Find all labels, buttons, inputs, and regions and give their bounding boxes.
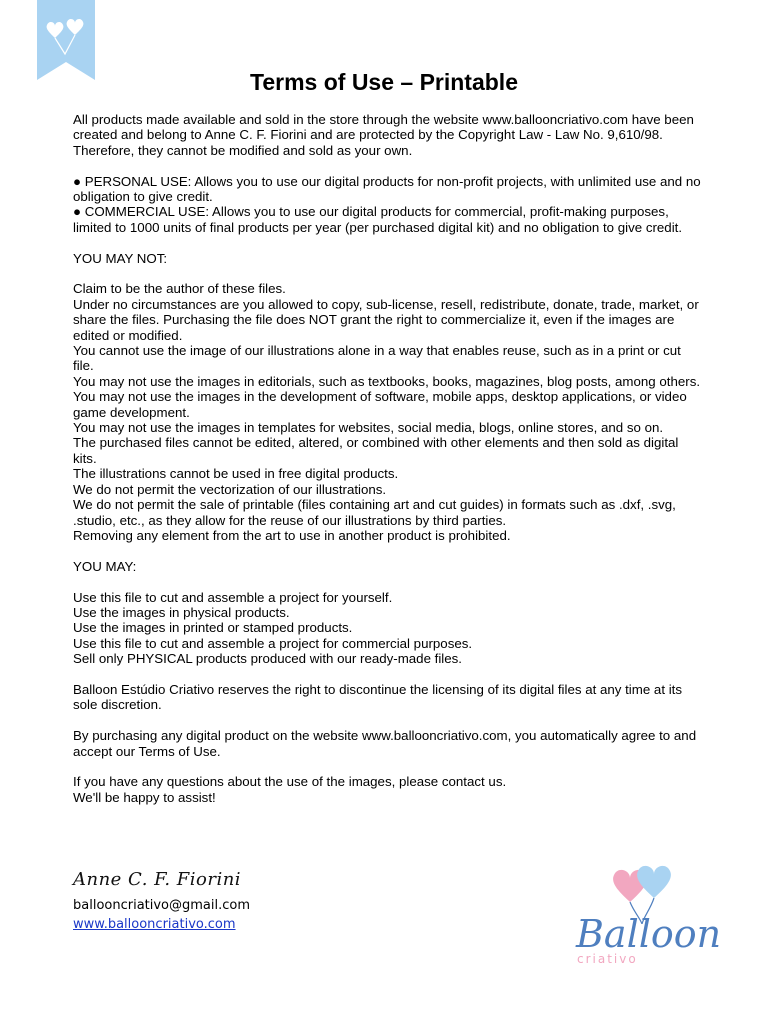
may-not-item: Removing any element from the art to use in another product is prohibited. (73, 527, 511, 543)
balloon-logo (568, 862, 722, 972)
may-item: Use this file to cut and assemble a project for yourself. (73, 589, 393, 605)
contact-paragraph: If you have any questions about the use of the images, please contact us. (73, 774, 507, 790)
personal-use-paragraph: ● PERSONAL USE: Allows you to use our digital products for non-profit projects, with unlimited use and no obligation to give credit. (73, 173, 701, 205)
may-not-item: We do not permit the sale of printable (files containing art and cut guides) in formats such as .dxf, .svg, .studio, etc., as they allow for the reuse of our illustrations by third parties. (73, 497, 676, 528)
may-not-item: The purchased files cannot be edited, altered, or combined with other elements and then sold as digital kits. (73, 435, 679, 466)
may-not-heading: YOU MAY NOT: (73, 250, 168, 266)
contact-email[interactable]: ballooncriativo@gmail.com (73, 898, 251, 913)
may-not-item: Under no circumstances are you allowed to copy, sub-license, resell, redistribute, donate, trade, market, or share the files. Purchasing the file does NOT grant the right to commercialize it, even if the images are edited or modified. (73, 296, 699, 343)
website-link[interactable]: www.ballooncriativo.com (73, 917, 236, 932)
may-item: Sell only PHYSICAL products produced with our ready-made files. (73, 651, 462, 667)
licensing-paragraph: Balloon Estúdio Criativo reserves the right to discontinue the licensing of its digital files at any time at its sole discretion. (73, 681, 683, 713)
may-item: Use this file to cut and assemble a project for commercial purposes. (73, 635, 473, 651)
intro-paragraph: All products made available and sold in the store through the website www.ballooncriativo.com have been created and belong to Anne C. F. Fiorini and are protected by the Copyright Law - Law No. 9,610/98. Therefore, they cannot be modified and sold as your own. (73, 112, 694, 158)
may-not-item: You cannot use the image of our illustrations alone in a way that enables reuse, such as in a print or cut file. (73, 343, 681, 374)
may-heading: YOU MAY: (73, 558, 137, 574)
may-not-item: You may not use the images in the development of software, mobile apps, desktop applications, or video game development. (73, 389, 687, 420)
commercial-use-paragraph: ● COMMERCIAL USE: Allows you to use our digital products for commercial, profit-making purposes, limited to 1000 units of final products per year (per purchased digital kit) and no obligation to give credit. (73, 204, 683, 235)
may-not-item: You may not use the images in editorials, such as textbooks, books, magazines, blog posts, among others. (73, 373, 701, 389)
may-item: Use the images in printed or stamped products. (73, 620, 353, 636)
may-not-item: We do not permit the vectorization of our illustrations. (73, 481, 387, 497)
terms-body (73, 112, 703, 805)
agreement-paragraph: By purchasing any digital product on the website www.ballooncriativo.com, you automatically agree to and accept our Terms of Use. (73, 728, 697, 759)
logo-subtitle: criativo (577, 952, 638, 966)
closing-line: We'll be happy to assist! (73, 789, 216, 805)
may-not-item: The illustrations cannot be used in free digital products. (73, 466, 399, 482)
may-not-item: You may not use the images in templates for websites, social media, blogs, online stores, and so on. (73, 420, 664, 436)
may-item: Use the images in physical products. (73, 604, 290, 620)
logo-wordmark: Balloon (576, 912, 722, 956)
may-not-item: Claim to be the author of these files. (73, 281, 286, 297)
page-title: Terms of Use – Printable (250, 69, 518, 95)
signature: Anne C. F. Fiorini (73, 869, 242, 890)
